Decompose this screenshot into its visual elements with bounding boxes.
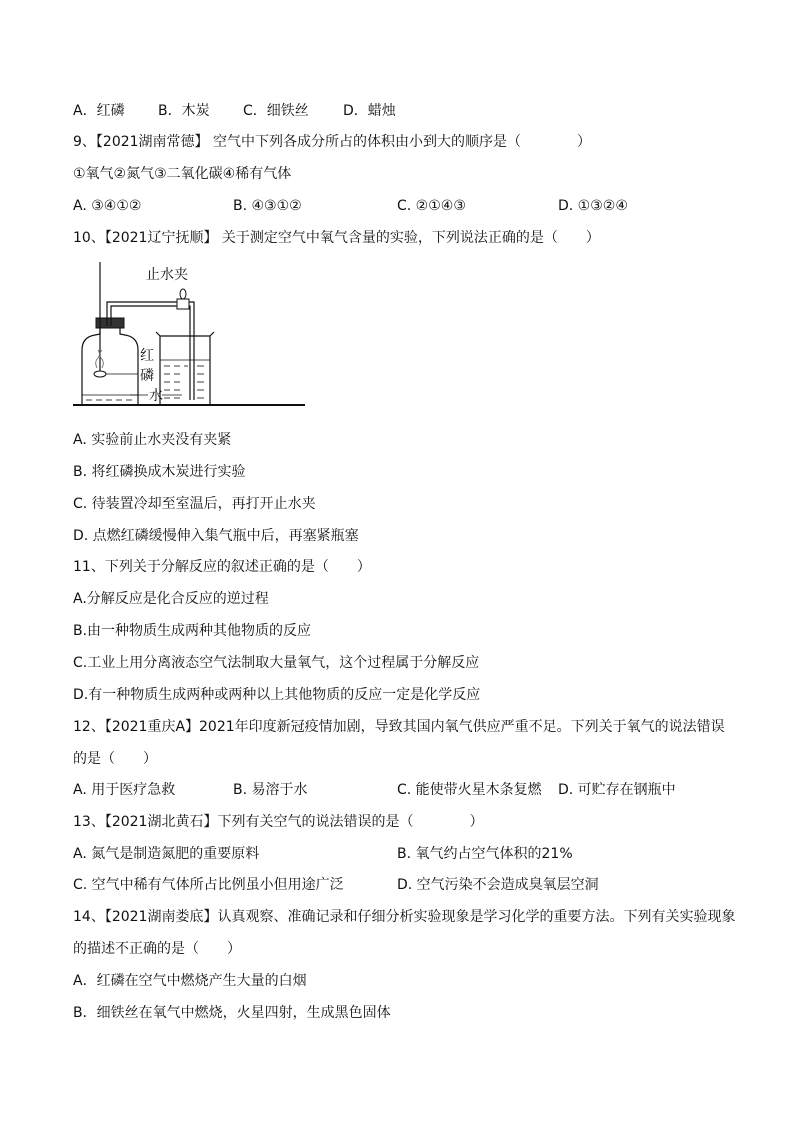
- q8-option-b: B．木炭: [158, 103, 210, 119]
- q9-option-a: A. ③④①②: [73, 198, 142, 214]
- q9-option-c: C. ②①④③: [397, 198, 466, 214]
- q8-option-d: D．蜡烛: [343, 103, 396, 119]
- q10-option-b: B. 将红磷换成木炭进行实验: [73, 464, 246, 480]
- phosphorus-label-1: 红: [140, 348, 154, 364]
- q9-items: ①氧气②氮气③二氧化碳④稀有气体: [73, 166, 292, 182]
- q9-option-d: D. ①③②④: [558, 198, 628, 214]
- q10-apparatus-figure: [70, 262, 330, 412]
- q13-stem: 13、【2021湖北黄石】下列有关空气的说法错误的是（ ）: [73, 814, 484, 830]
- q8-option-a: A．红磷: [73, 103, 125, 119]
- q14-option-a: A．红磷在空气中燃烧产生大量的白烟: [73, 973, 307, 989]
- q12-option-d: D. 可贮存在钢瓶中: [558, 782, 676, 798]
- water-label: 水: [149, 388, 163, 404]
- q13-option-c: C. 空气中稀有气体所占比例虽小但用途广泛: [73, 877, 344, 893]
- q12-stem-line2: 的是（ ）: [73, 751, 157, 767]
- q12-option-a: A. 用于医疗急救: [73, 782, 176, 798]
- beaker: [156, 332, 214, 405]
- q11-stem: 11、下列关于分解反应的叙述正确的是（ ）: [73, 559, 371, 575]
- q13-option-b: B. 氧气约占空气体积的21%: [397, 846, 573, 862]
- q14-stem-line1: 14、【2021湖南娄底】认真观察、准确记录和仔细分析实验现象是学习化学的重要方法。下列有关实验现象: [73, 909, 736, 925]
- q13-option-a: A. 氮气是制造氮肥的重要原料: [73, 846, 260, 862]
- q11-option-c: C.工业上用分离液态空气法制取大量氧气，这个过程属于分解反应: [73, 655, 480, 671]
- q14-stem-line2: 的描述不正确的是（ ）: [73, 941, 241, 957]
- q10-stem: 10、【2021辽宁抚顺】 关于测定空气中氧气含量的实验，下列说法正确的是（ ）: [73, 230, 600, 246]
- phosphorus-label-2: 磷: [140, 368, 154, 384]
- q10-option-c: C. 待装置冷却至室温后，再打开止水夹: [73, 496, 316, 512]
- q10-option-a: A. 实验前止水夹没有夹紧: [73, 432, 232, 448]
- jar-water: [82, 395, 138, 400]
- q13-option-d: D. 空气污染不会造成臭氧层空洞: [397, 877, 599, 893]
- q8-option-c: C．细铁丝: [243, 103, 309, 119]
- q12-option-b: B. 易溶于水: [233, 782, 308, 798]
- q11-option-a: A.分解反应是化合反应的逆过程: [73, 591, 269, 607]
- stop-clamp: [177, 289, 189, 309]
- q11-option-d: D.有一种物质生成两种或两种以上其他物质的反应一定是化学反应: [73, 687, 481, 703]
- q14-option-b: B．细铁丝在氧气中燃烧，火星四射，生成黑色固体: [73, 1005, 391, 1021]
- beaker-water: [160, 360, 210, 398]
- q12-stem-line1: 12、【2021重庆A】2021年印度新冠疫情加剧，导致其国内氧气供应严重不足。下列关于氧气的说法错误: [73, 719, 725, 735]
- q11-option-b: B.由一种物质生成两种其他物质的反应: [73, 623, 312, 639]
- q10-option-d: D. 点燃红磷缓慢伸入集气瓶中后，再塞紧瓶塞: [73, 528, 359, 544]
- q12-option-c: C. 能使带火星木条复燃: [397, 782, 542, 798]
- combustion-spoon: [94, 371, 106, 377]
- q9-stem: 9、【2021湖南常德】 空气中下列各成分所占的体积由小到大的顺序是（ ）: [73, 134, 591, 150]
- q9-option-b: B. ④③①②: [233, 198, 302, 214]
- clamp-label: 止水夹: [146, 267, 188, 283]
- gas-jar: [82, 326, 138, 405]
